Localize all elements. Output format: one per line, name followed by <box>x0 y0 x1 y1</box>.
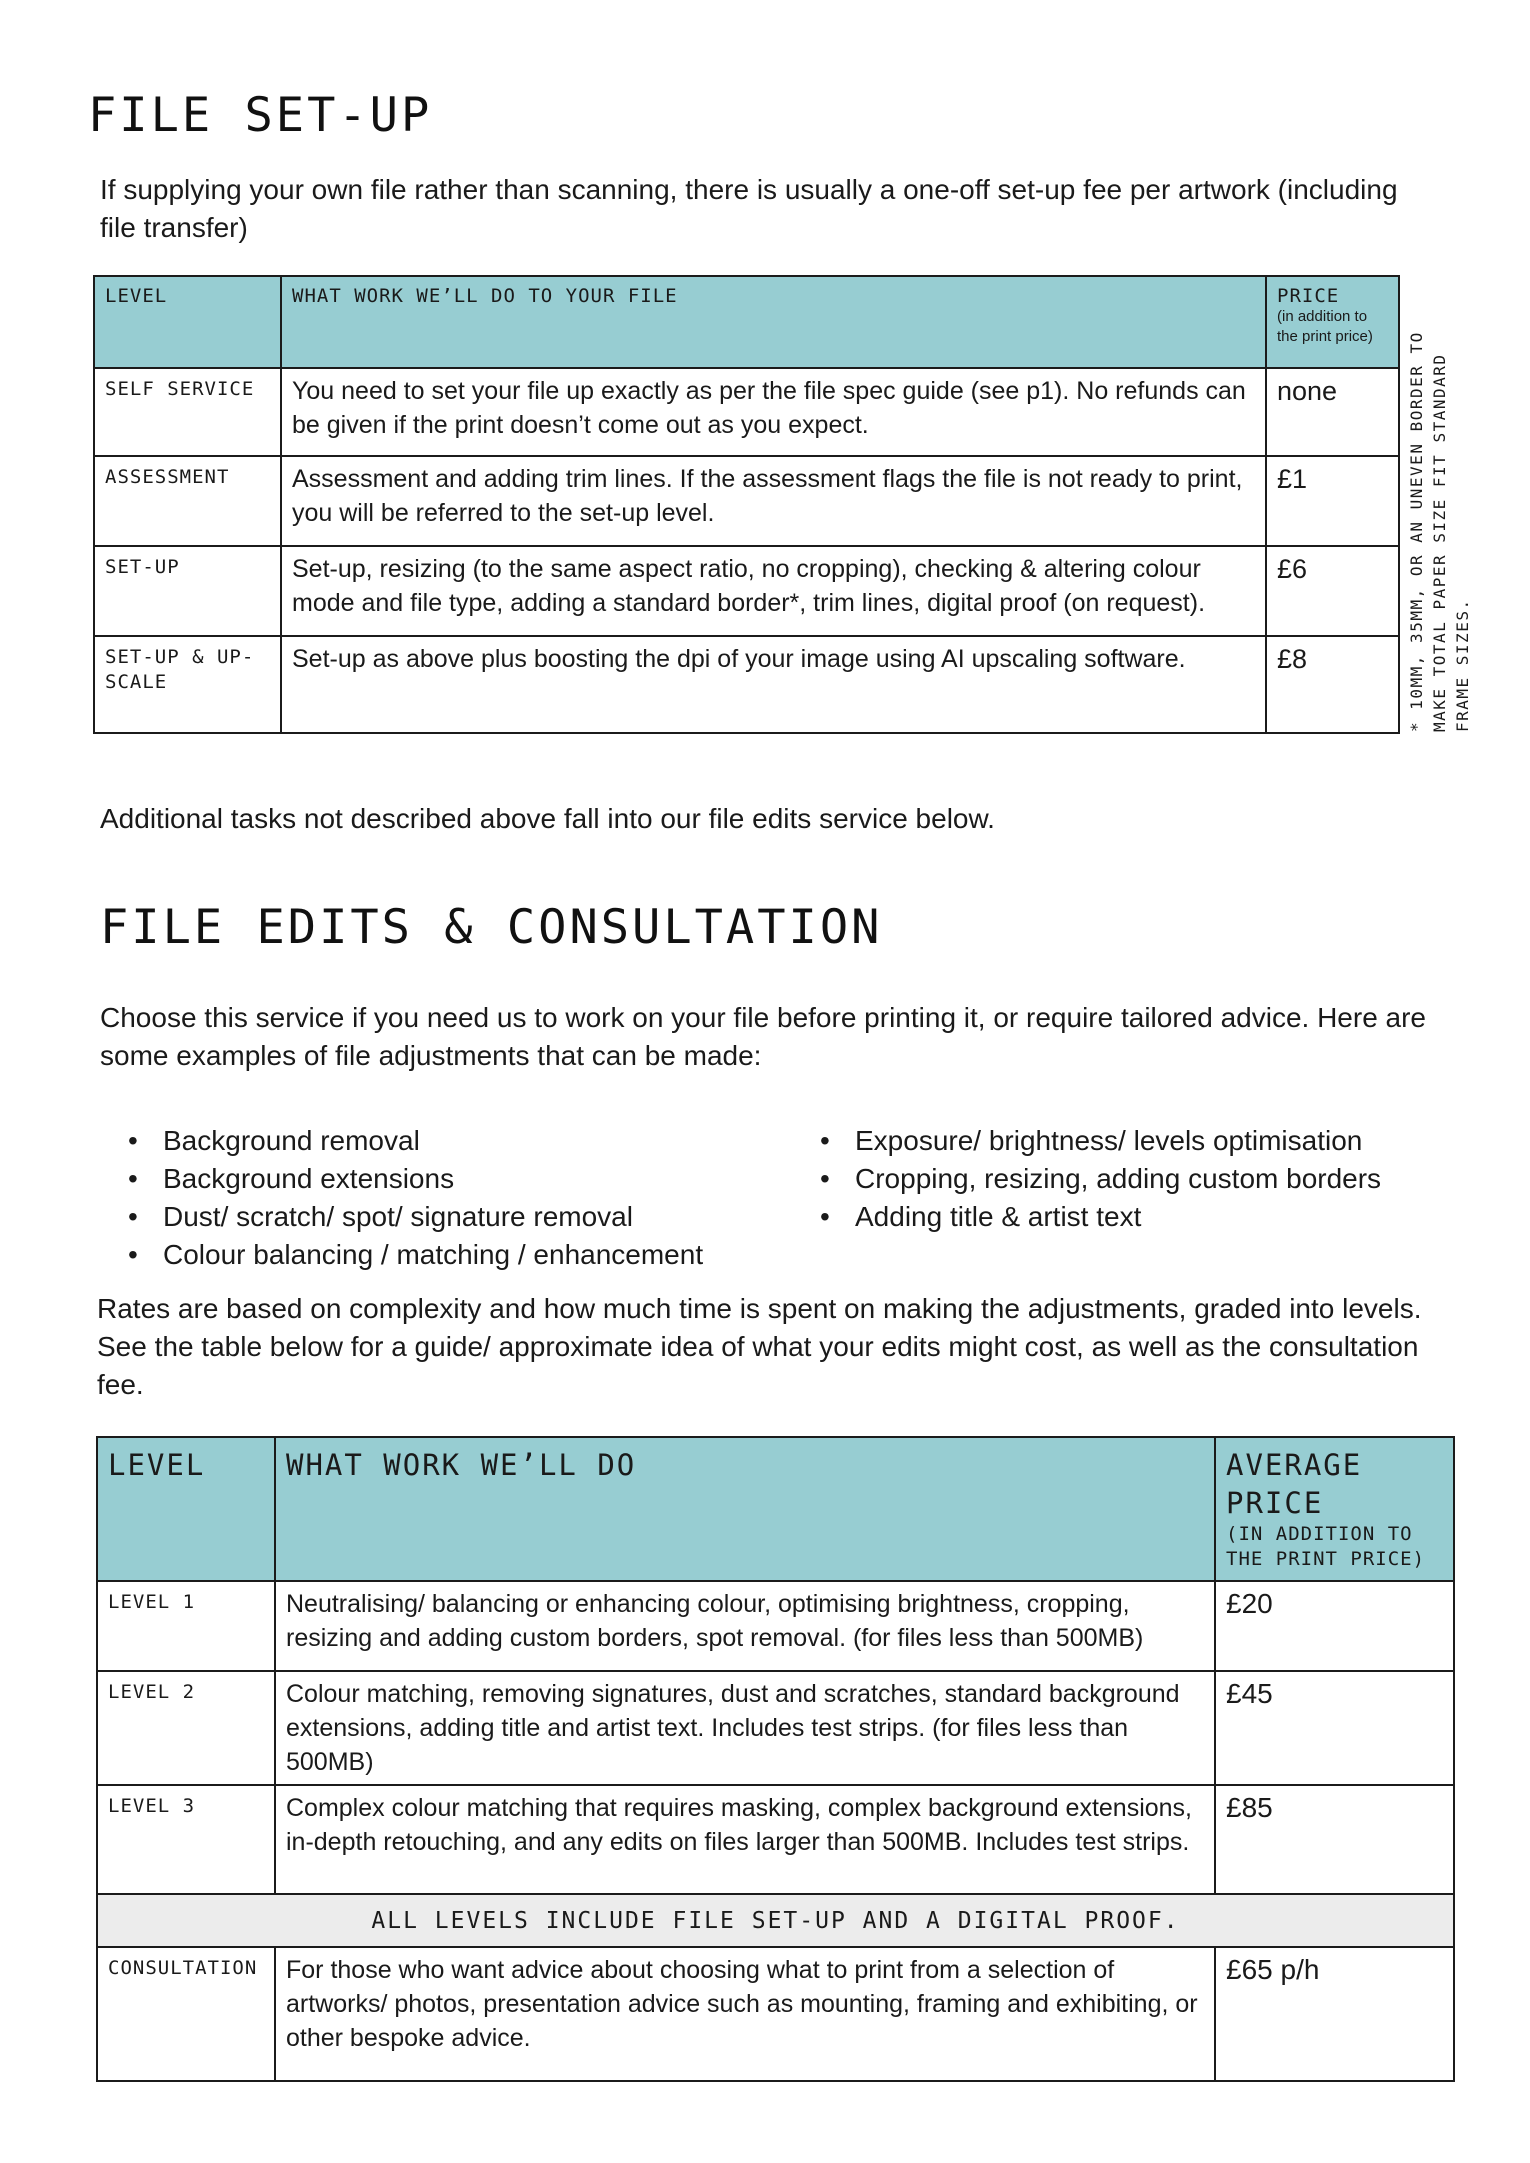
row-level: SET-UP & UP-SCALE <box>94 636 281 733</box>
table-row <box>94 456 1399 546</box>
table-row <box>94 546 1399 636</box>
file-setup-intro: If supplying your own file rather than scanning, there is usually a one-off set-up fee per artwork (including file transfer) <box>100 174 1398 243</box>
table-row <box>94 636 1399 733</box>
table-header-row <box>94 276 1399 368</box>
row-price: £65 p/h <box>1215 1947 1454 2081</box>
row-level: CONSULTATION <box>97 1947 275 2081</box>
row-work: Colour matching, removing signatures, dust and scratches, standard background extensions, adding title and artist text. Includes test strips. (for files less than 500MB) <box>275 1671 1215 1785</box>
header-price-label: AVERAGE PRICE <box>1226 1448 1363 1520</box>
row-price: none <box>1266 368 1399 456</box>
header-price-label: PRICE <box>1277 285 1340 307</box>
list-item: • Background extensions <box>128 1160 768 1198</box>
file-edits-title: FILE EDITS & CONSULTATION <box>100 900 883 955</box>
list-item: • Cropping, resizing, adding custom borders <box>820 1160 1460 1198</box>
additional-tasks-note: Additional tasks not described above fall into our file edits service below. <box>100 803 995 834</box>
consultation-row <box>97 1947 1454 2081</box>
list-item: • Dust/ scratch/ spot/ signature removal <box>128 1198 768 1236</box>
table-header-row <box>97 1437 1454 1581</box>
list-item: • Exposure/ brightness/ levels optimisation <box>820 1122 1460 1160</box>
row-work: Set-up, resizing (to the same aspect ratio, no cropping), checking & altering colour mode and file type, adding a standard border*, trim lines, digital proof (on request). <box>281 546 1266 636</box>
row-price: £6 <box>1266 546 1399 636</box>
table-row <box>97 1581 1454 1671</box>
header-level: LEVEL <box>94 276 281 368</box>
header-level: LEVEL <box>97 1437 275 1581</box>
header-price <box>1215 1437 1454 1581</box>
border-footnote: * 10MM, 35MM, OR AN UNEVEN BORDER TO MAKE TOTAL PAPER SIZE FIT STANDARD FRAME SIZES. <box>1407 331 1472 732</box>
table-row <box>94 368 1399 456</box>
list-item: • Adding title & artist text <box>820 1198 1460 1236</box>
file-edits-table <box>96 1436 1455 2082</box>
banner-row <box>97 1894 1454 1947</box>
row-work: Set-up as above plus boosting the dpi of your image using AI upscaling software. <box>281 636 1266 733</box>
row-price: £1 <box>1266 456 1399 546</box>
row-work: Assessment and adding trim lines. If the assessment flags the file is not ready to print, you will be referred to the set-up level. <box>281 456 1266 546</box>
adjustments-list-right <box>820 1122 1460 1236</box>
header-price-note: (IN ADDITION TO THE PRINT PRICE) <box>1226 1523 1426 1570</box>
row-level: LEVEL 1 <box>97 1581 275 1671</box>
file-edits-intro: Choose this service if you need us to work on your file before printing it, or require tailored advice. Here are some examples of file adjustments that can be made: <box>100 1002 1427 1071</box>
header-price <box>1266 276 1399 368</box>
table-row <box>97 1785 1454 1894</box>
table-row <box>97 1671 1454 1785</box>
header-work: WHAT WORK WE’LL DO TO YOUR FILE <box>281 276 1266 368</box>
row-level: SET-UP <box>94 546 281 636</box>
row-work: Complex colour matching that requires masking, complex background extensions, in-depth retouching, and any edits on files larger than 500MB. Includes test strips. <box>275 1785 1215 1894</box>
row-price: £45 <box>1215 1671 1454 1785</box>
row-level: LEVEL 2 <box>97 1671 275 1785</box>
header-price-note: (in addition to the print price) <box>1277 308 1373 345</box>
row-work: Neutralising/ balancing or enhancing colour, optimising brightness, cropping, resizing and adding custom borders, spot removal. (for files less than 500MB) <box>275 1581 1215 1671</box>
file-setup-title: FILE SET-UP <box>88 88 433 143</box>
file-setup-table <box>93 275 1400 734</box>
list-item: • Background removal <box>128 1122 768 1160</box>
header-work: WHAT WORK WE’LL DO <box>275 1437 1215 1581</box>
row-level: ASSESSMENT <box>94 456 281 546</box>
row-price: £85 <box>1215 1785 1454 1894</box>
row-work: For those who want advice about choosing what to print from a selection of artworks/ photos, presentation advice such as mounting, framing and exhibiting, or other bespoke advice. <box>275 1947 1215 2081</box>
rates-explanation: Rates are based on complexity and how much time is spent on making the adjustments, graded into levels. See the table below for a guide/ approximate idea of what your edits might cost, as well as the consultation fee. <box>97 1293 1422 1400</box>
all-levels-banner: ALL LEVELS INCLUDE FILE SET-UP AND A DIGITAL PROOF. <box>97 1894 1454 1947</box>
row-price: £8 <box>1266 636 1399 733</box>
row-level: LEVEL 3 <box>97 1785 275 1894</box>
row-price: £20 <box>1215 1581 1454 1671</box>
list-item: • Colour balancing / matching / enhancement <box>128 1236 768 1274</box>
row-work: You need to set your file up exactly as per the file spec guide (see p1). No refunds can be given if the print doesn’t come out as you expect. <box>281 368 1266 456</box>
adjustments-list-left <box>128 1122 768 1274</box>
row-level: SELF SERVICE <box>94 368 281 456</box>
